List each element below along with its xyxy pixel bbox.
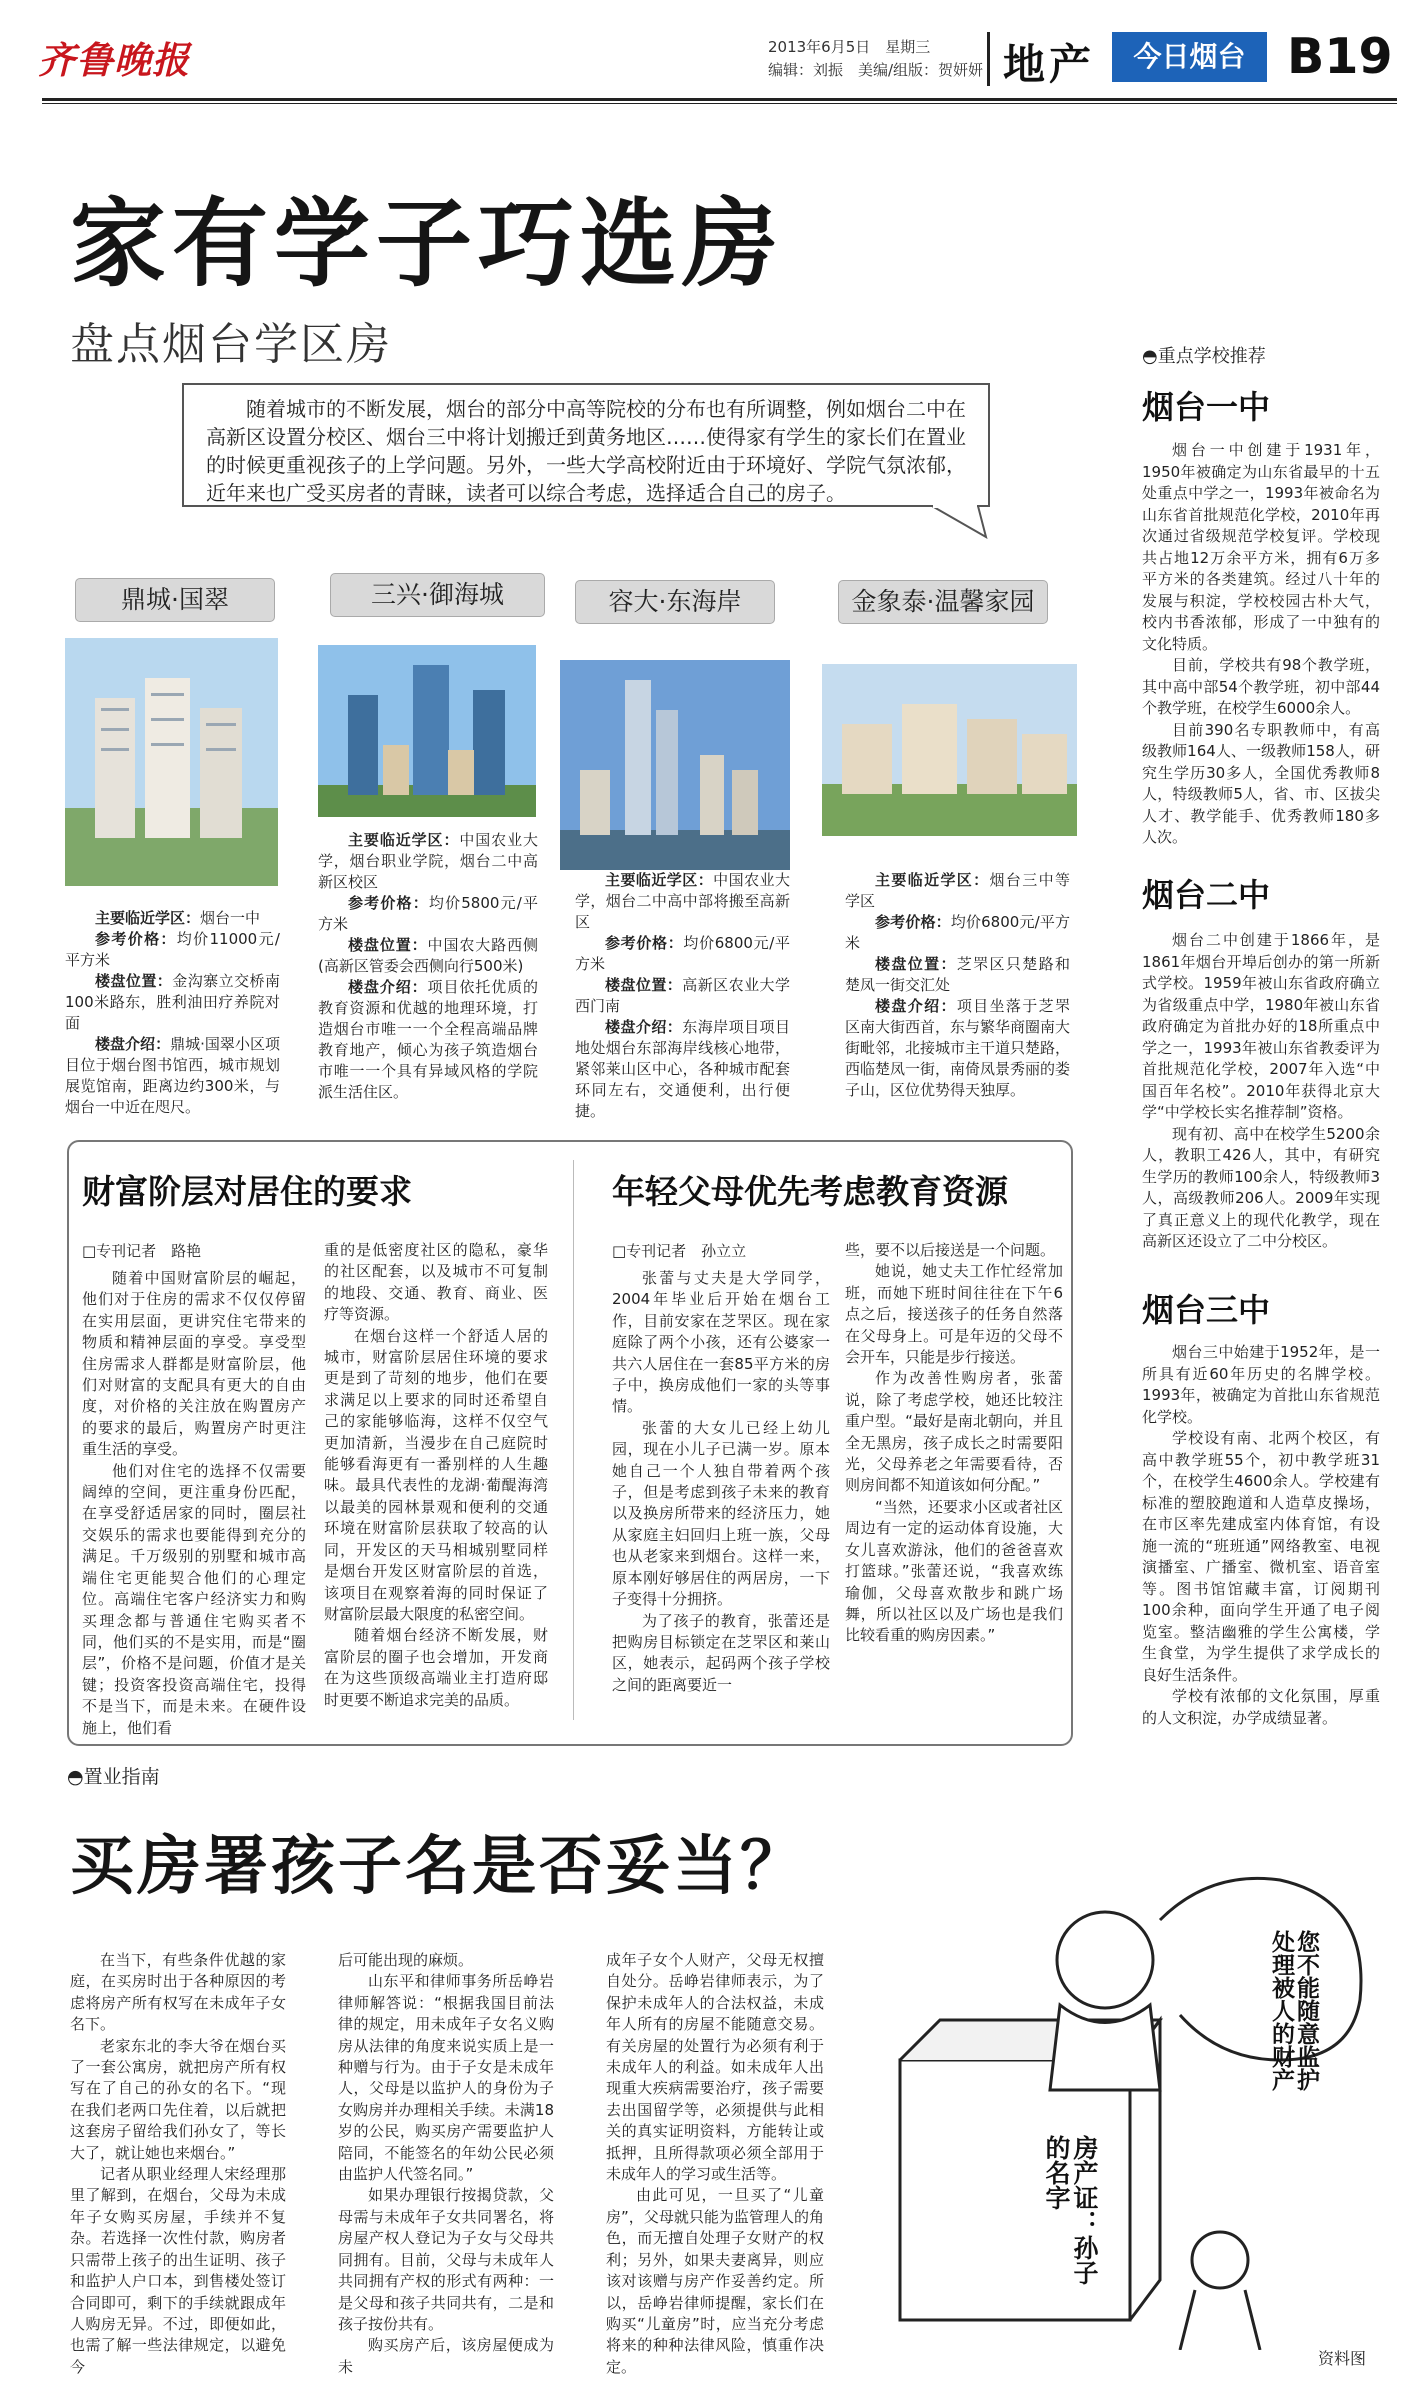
guide-title: 买房署孩子名是否妥当？ bbox=[70, 1830, 807, 1904]
guide-col-2: 后可能出现的麻烦。 山东平和律师事务所岳峥岩律师解答说：“根据我国目前法律的规定，用未成年子女名义购房从法律的角度来说实质上是一种赠与行为。由于子女是未成年人，父母是以监护人的身份为子女购房并办理相关手续。未满18岁的公民，购买房产需要监护人陪同，不能签名的年幼公民必须由监护人代签名同。” 如果办理银行按揭贷款，父母需与未成年子女共同署名，将房屋产权人登记为子女与父母共同拥有。目前，父母与未成年人共同拥有产权的形式有两种：一是父母和孩子共同共有，二是和孩子按份共有。 购买房产后，该房屋便成为未 bbox=[338, 1951, 554, 2376]
feature-subtitle: 盘点烟台学区房 bbox=[70, 319, 392, 370]
school-3-name: 烟台三中 bbox=[1142, 1291, 1271, 1329]
project-info-sanxing: 主要临近学区：中国农业大学，烟台职业学院，烟台二中高新区校区 参考价格：均价5800元/平方米 楼盘位置：中国农大路西侧(高新区管委会西侧向行500米) 楼盘介绍：项目依托优质的教育资源和优越的地理环境，打造烟台市唯一一个全程高端品牌教育地产，倾心为孩子筑造烟台市唯一一个具有异域风格的学院派生活住区。 bbox=[318, 831, 538, 1101]
cartoon-drawing bbox=[860, 1790, 1400, 2350]
cartoon-deed-label: 房产证：孙子的名字 bbox=[1042, 2135, 1099, 2285]
project-info-rongda: 主要临近学区：中国农业大学，烟台二中高中部将搬至高新区 参考价格：均价6800元/平方米 楼盘位置：高新区农业大学西门南 楼盘介绍：东海岸项目项目地处烟台东部海岸线核心地带，紧邻莱山区中心，各种城市配套环同左右，交通便利，出行便捷。 bbox=[575, 871, 790, 1120]
project-photo-dingcheng bbox=[65, 638, 278, 886]
header-divider bbox=[987, 32, 990, 86]
project-photo-sanxing bbox=[318, 645, 536, 817]
school-1-name: 烟台一中 bbox=[1142, 388, 1271, 426]
project-tag-dingcheng: 鼎城·国翠 bbox=[75, 578, 275, 622]
newspaper-logo: 齐鲁晚报 bbox=[38, 38, 190, 82]
issue-info bbox=[768, 36, 983, 82]
project-info-dingcheng: 主要临近学区：烟台一中 参考价格：均价11000元/平方米 楼盘位置：金沟寨立交桥南100米路东，胜利油田疗养院对面 楼盘介绍：鼎城·国翠小区项目位于烟台图书馆西，城市规划展览馆南，距离边约300米，与烟台一中近在咫尺。 bbox=[65, 909, 280, 1116]
cartoon-speech: 您不能随意监护处理被人的财产 bbox=[1268, 1930, 1319, 2091]
feature-title: 家有学子巧选房 bbox=[70, 188, 784, 300]
project-photo-jinxiangtai bbox=[822, 664, 1077, 836]
young-col-1: 张蕾与丈夫是大学同学，2004年毕业后开始在烟台工作，目前安家在芝罘区。现在家庭除了两个小孩，还有公婆家一共六人居住在一套85平方米的房子中，换房成他们一家的头等事情。 张蕾的大女儿已经上幼儿园，现在小儿子已满一岁。原本她自己一个人独自带着两个孩子，但是考虑到孩子未来的教育以及换房所带来的经济压力，她从家庭主妇回归上班一族，父母也从老家来到烟台。这样一来，原本刚好够居住的两居房，一下子变得十分拥挤。 为了孩子的教育，张蕾还是把购房目标锁定在芝罘区和莱山区，她表示，起码两个孩子学校之间的距离要近一 bbox=[612, 1269, 830, 1694]
section-name: 地产 bbox=[1003, 40, 1096, 89]
school-3-body: 烟台三中始建于1952年，是一所具有近60年历史的名牌学校。1993年，被确定为首批山东省规范化学校。 学校设有南、北两个校区，有高中教学班55个，初中教学班31个，在校学生4600余人。学校建有标准的塑胶跑道和人造草皮操场，在市区率先建成室内体育馆，有设施一流的“班班通”网络教室、电视演播室、广播室、微机室、语音室等。图书馆馆藏丰富，订阅期刊100余种，面向学生开通了电子阅览室。整洁幽雅的学生公寓楼，学生食堂，为学生提供了求学成长的良好生活条件。 学校有浓郁的文化氛围，厚重的人文积淀，办学成绩显著。 bbox=[1142, 1343, 1380, 1727]
circle-bullet-icon: ◓ bbox=[1142, 346, 1158, 367]
circle-bullet-icon: ◓ bbox=[67, 1766, 84, 1788]
header-rule-thin bbox=[42, 103, 1397, 104]
schools-section-label: ◓重点学校推荐 bbox=[1142, 346, 1266, 367]
young-col-2: 些，要不以后接送是一个问题。 她说，她丈夫工作忙经常加班，而她下班时间往往在下午6点之后，接送孩子的任务自然落在父母身上。可是年迈的父母不会开车，只能是步行接送。 作为改善性购房者，张蕾说，除了考虑学校，她还比较注重户型。“最好是南北朝向，并且全无黑房，孩子成长之时需要阳光，父母养老之年需要看待，否则房间都不知道该如何分配。” “当然，还要求小区或者社区周边有一定的运动体育设施，大女儿喜欢游泳，他们的爸爸喜欢打篮球。”张蕾还说，“我喜欢练瑜伽，父母喜欢散步和跳广场舞，所以社区以及广场也是我们比较看重的购房因素。” bbox=[845, 1241, 1063, 1645]
school-2-name: 烟台二中 bbox=[1142, 876, 1271, 914]
project-tag-rongda: 容大·东海岸 bbox=[575, 580, 775, 624]
project-info-jinxiangtai: 主要临近学区：烟台三中等学区 参考价格：均价6800元/平方米 楼盘位置：芝罘区只楚路和楚凤一街交汇处 楼盘介绍：项目坐落于芝罘区南大街西首，东与繁华商圈南大街毗邻，北接城市主干道只楚路，西临楚凤一街，南倚凤景秀丽的娄子山，区位优势得天独厚。 bbox=[845, 871, 1071, 1099]
wealth-byline: □专刊记者 路艳 bbox=[82, 1242, 202, 1260]
header-rule bbox=[42, 98, 1397, 101]
feature-intro: 随着城市的不断发展，烟台的部分中高等院校的分布也有所调整，例如烟台二中在高新区设置分校区、烟台三中将计划搬迁到黄务地区……使得家有学生的家长们在置业的时候更重视孩子的上学问题。另外，一些大学高校附近由于环境好、学院气氛浓郁，近年来也广受买房者的青睐，读者可以综合考虑，选择适合自己的房子。 bbox=[182, 383, 990, 507]
editor-line: 编辑：刘振 美编/组版：贺妍妍 bbox=[768, 61, 984, 79]
project-tag-jinxiangtai: 金象泰·温馨家园 bbox=[838, 580, 1048, 624]
school-1-body: 烟台一中创建于1931年，1950年被确定为山东省最早的十五处重点中学之一，1993年被命名为山东省首批规范化学校，2010年再次通过省级规范学校复评。学校现共占地12万余平方米，拥有6万多平方米的各类建筑。经过八十年的发展与积淀，学校校园古朴大气，校内书香浓郁，形成了一中独有的文化特质。 目前，学校共有98个教学班，其中高中部54个教学班，初中部44个教学班，在校学生6000余人。 目前390名专职教师中，有高级教师164人、一级教师158人，研究生学历30多人，全国优秀教师8人，特级教师5人，省、市、区拔尖人才、教学能手、优秀教师180多人次。 bbox=[1142, 441, 1380, 846]
wealth-title: 财富阶层对居住的要求 bbox=[82, 1172, 412, 1211]
young-byline: □专刊记者 孙立立 bbox=[612, 1242, 747, 1260]
project-tag-sanxing: 三兴·御海城 bbox=[330, 573, 545, 617]
young-title: 年轻父母优先考虑教育资源 bbox=[612, 1172, 1008, 1211]
wealth-col-1: 随着中国财富阶层的崛起，他们对于住房的需求不仅仅停留在实用层面，更讲究住宅带来的物质和精神层面的享受。享受型住房需求人群都是财富阶层，他们对财富的支配具有更大的自由度，对价格的关注放在购置房产的要求的最后，购置房产时更注重生活的享受。 他们对住宅的选择不仅需要阔绰的空间，更注重身份匹配，在享受舒适居家的同时，圈层社交娱乐的需求也要能得到充分的满足。千万级别的别墅和城市高端住宅更能契合他们的心理定位。高端住宅客户经济实力和购买理念都与普通住宅购买者不同，他们买的不是实用，而是“圈层”，价格不是问题，价值才是关键；投资客投资高端住宅，投得不是当下，而是未来。在硬件设施上，他们看 bbox=[82, 1269, 306, 1737]
cartoon-illustration bbox=[860, 1790, 1400, 2350]
articles-divider bbox=[573, 1160, 574, 1720]
project-photo-rongda bbox=[560, 660, 790, 870]
guide-col-3: 成年子女个人财产，父母无权擅自处分。岳峥岩律师表示，为了保护未成年人的合法权益，未成年人所有的房屋不能随意交易。有关房屋的处置行为必须有利于未成年人的利益。如未成年人出现重大疾病需要治疗，孩子需要去出国留学等，必须提供与此相关的真实证明资料，方能转让或抵押，且所得款项必须全部用于未成年人的学习或生活等。 由此可见，一旦买了“儿童房”，父母就只能为监管理人的角色，而无擅自处理子女财产的权利；另外，如果夫妻离异，则应该对该赠与房产作妥善约定。所以，岳峥岩律师提醒，家长们在购买“儿童房”时，应当充分考虑将来的种种法律风险，慎重作决定。 bbox=[606, 1951, 824, 2376]
wealth-col-2: 重的是低密度社区的隐私，豪华的社区配套，以及城市不可复制的地段、交通、教育、商业、医疗等资源。 在烟台这样一个舒适人居的城市，财富阶层居住环境的要求更是到了苛刻的地步，他们在要求满足以上要求的同时还希望自己的家能够临海，这样不仅空气更加清新，当漫步在自己庭院时能够看海更有一番别样的人生趣味。最具代表性的龙湖·葡醍海湾以最美的园林景观和便利的交通环境在财富阶层获取了较高的认同，开发区的天马相城别墅同样是烟台开发区财富阶层的首选，该项目在观察着海的同时保证了财富阶层最大限度的私密空间。 随着烟台经济不断发展，财富阶层的圈子也会增加，开发商在为这些顶级高端业主打造府邸时更要不断追求完美的品质。 bbox=[324, 1241, 548, 1709]
speech-tail-icon bbox=[930, 505, 990, 539]
page-number: B19 bbox=[1287, 28, 1393, 85]
guide-section-label: ◓置业指南 bbox=[67, 1766, 160, 1788]
date-line: 2013年6月5日 星期三 bbox=[768, 38, 931, 56]
school-2-body: 烟台二中创建于1866年，是1861年烟台开埠后创办的第一所新式学校。1959年被山东省政府确立为省级重点中学，1980年被山东省政府确定为首批办好的18所重点中学之一，1993年被山东省教委评为首批规范化学校，2007年入选“中国百年名校”。2010年获得北京大学“中学校长实名推荐制”资格。 现有初、高中在校学生5200余人，教职工426人，其中，有研究生学历的教师100余人，特级教师3人，高级教师206人。2009年实现了真正意义上的现代化教学，现在高新区还设立了二中分校区。 bbox=[1142, 931, 1380, 1250]
guide-col-1: 在当下，有些条件优越的家庭，在买房时出于各种原因的考虑将房产所有权写在未成年子女名下。 老家东北的李大爷在烟台买了一套公寓房，就把房产所有权写在了自己的孙女的名下。“现在我们老两口先住着，以后就把这套房子留给我们孙女了，等长大了，就让她也来烟台。” 记者从职业经理人宋经理那里了解到，在烟台，父母为未成年子女购买房屋，手续并不复杂。若选择一次性付款，购房者只需带上孩子的出生证明、孩子和监护人户口本，到售楼处签订合同即可，剩下的手续就跟成年人购房无异。不过，即便如此，也需了解一些法律规定，以避免今 bbox=[70, 1951, 286, 2376]
photo-credit: 资料图 bbox=[1318, 2349, 1367, 2368]
section-tag: 今日烟台 bbox=[1112, 32, 1267, 82]
